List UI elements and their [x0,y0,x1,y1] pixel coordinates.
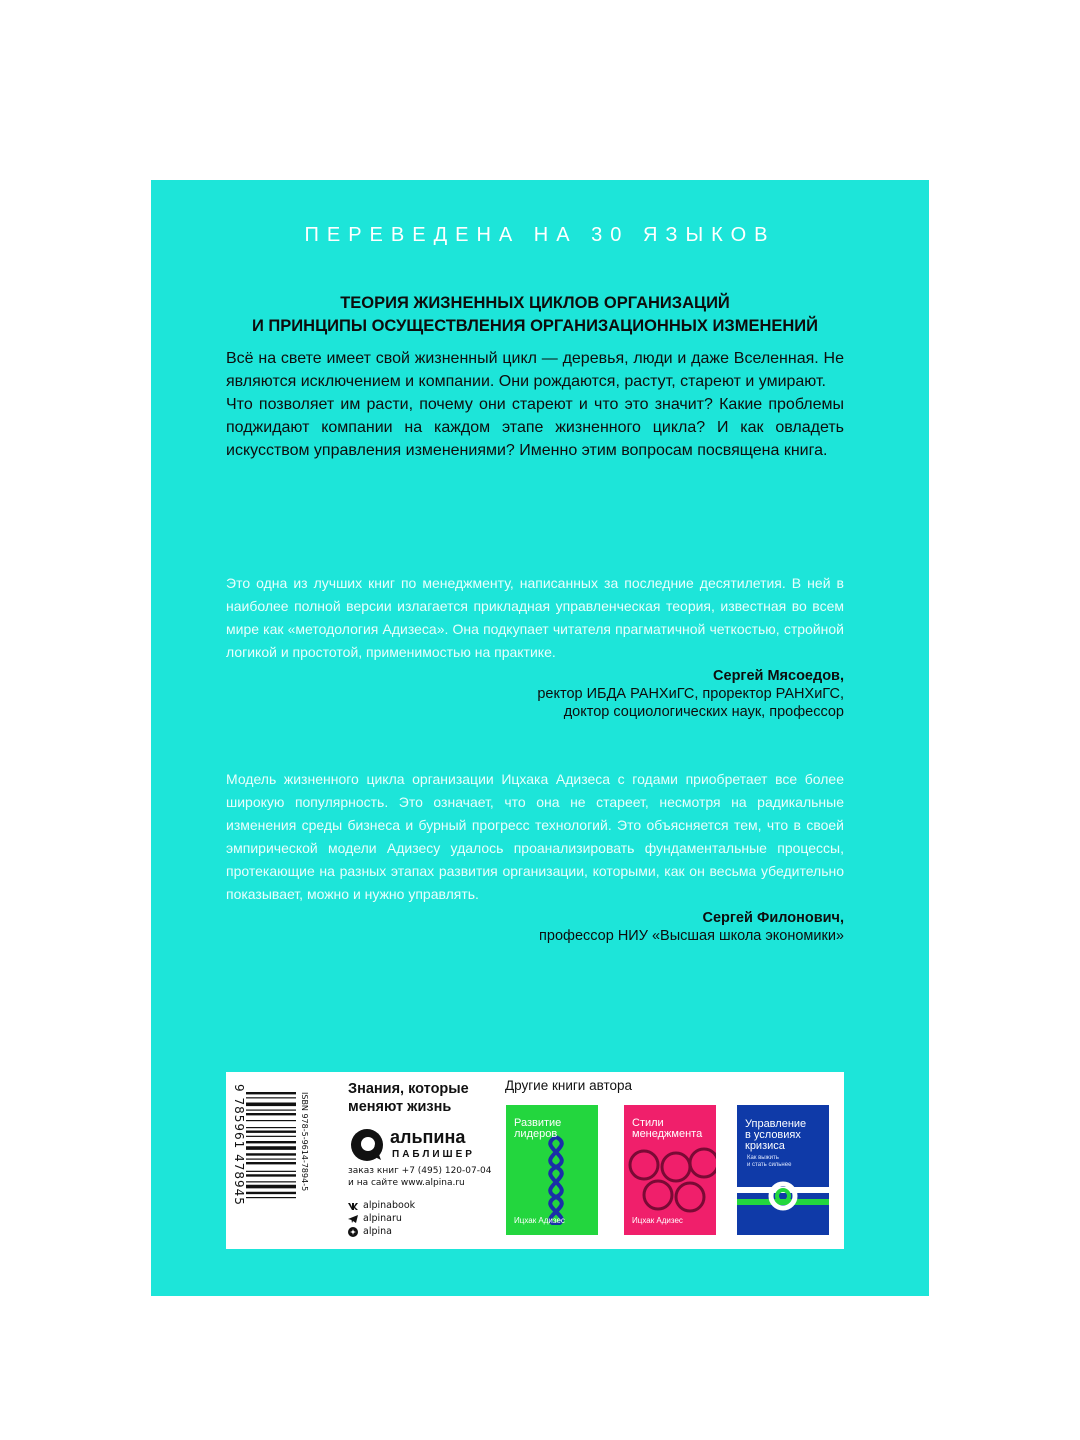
quote-2 [226,768,844,945]
book-1-title [514,1118,561,1140]
quote-1 [226,572,844,721]
book-3-subtitle-line-1: Как выжить [747,1155,779,1161]
alpina-logo-icon [348,1126,386,1164]
quote-1-author: Сергей Мясоедов, [713,668,844,684]
quote-2-role-1: профессор НИУ «Высшая школа экономики» [539,928,844,944]
barcode-bar [246,1141,296,1143]
barcode-block [232,1078,328,1242]
quote-2-attribution [226,909,844,945]
book-3-title-line-3: кризиса [745,1140,785,1152]
barcode-bar [246,1159,296,1160]
social-handle-telegram: alpinaru [363,1213,402,1224]
book-3-title-line-2: в условиях [745,1129,801,1141]
barcode-bar [246,1185,296,1189]
slogan-line-2: меняют жизнь [348,1099,452,1115]
headline [226,292,844,338]
quote-2-text: Модель жизненного цикла организации Ицхака Адизеса с годами приобретает все более широкую популярность. Это означает, что она не стареет, несмотря на радикальные изменения среды бизнеса и бурный прогресс технологий. Это объясняется тем, что в своей эмпирической модели Адизесу удалось проанализировать фундаментальные процессы, протекающие на разных этапах развития организации, которыми, как он весьма убедительно показывает, можно и нужно управлять. [226,771,844,902]
slogan-line-1: Знания, которые [348,1081,469,1097]
social-links [348,1199,415,1238]
book-3-subtitle-line-2: и стать сильнее [747,1162,792,1168]
social-row-telegram [348,1212,415,1225]
barcode-bar [246,1153,296,1155]
quote-1-role-1: ректор ИБДА РАНХиГС, проректор РАНХиГС, [537,686,844,702]
book-2-author: Ицхак Адизес [632,1216,683,1225]
book-cover-upravlenie-v-usloviyah-krizisa [737,1105,829,1235]
publisher-slogan [348,1080,469,1116]
publisher-panel [226,1072,844,1249]
publisher-logo [348,1126,488,1168]
barcode-bar [246,1174,296,1176]
barcode-bar [246,1131,296,1133]
barcode-bar [246,1171,296,1172]
barcode-bar [246,1136,296,1137]
barcode-bar [246,1192,296,1194]
quote-1-attribution [226,667,844,721]
book-2-title-line-1: Стили [632,1117,664,1129]
book-2-title [632,1118,702,1140]
book-cover-razvitie-liderov [506,1105,598,1235]
telegram-icon [348,1214,358,1224]
barcode-bar [246,1103,296,1107]
barcode [246,1092,296,1232]
book-1-author: Ицхак Адизес [514,1216,565,1225]
dzen-icon [348,1227,358,1237]
barcode-bar [246,1127,296,1128]
book-1-title-line-1: Развитие [514,1117,562,1129]
barcode-bar [246,1113,296,1115]
book-3-knot-illustration [737,1177,829,1217]
social-row-vk [348,1199,415,1212]
barcode-bar [246,1097,296,1098]
headline-line-1: ТЕОРИЯ ЖИЗНЕННЫХ ЦИКЛОВ ОРГАНИЗАЦИЙ [340,294,730,312]
isbn-label: ISBN 978-5-9614-7894-5 [300,1092,309,1192]
barcode-bar [246,1092,296,1094]
quote-1-text: Это одна из лучших книг по менеджменту, написанных за последние десятилетия. В ней в наиболее полной версии излагается прикладная управленческая теория, известная во всем мире как «методология Адизеса». Она подкупает читателя прагматичной четкостью, стройной логикой и простотой, применимостью на практике. [226,575,844,660]
order-info [348,1165,491,1189]
barcode-digits: 9 785961 478945 [232,1084,246,1206]
tagline: ПЕРЕВЕДЕНА НА 30 ЯЗЫКОВ [304,224,776,246]
intro-paragraph-2: Что позволяет им расти, почему они стареют и что это значит? Какие проблемы поджидают компании на каждом этапе жизненного цикла? И как овладеть искусством управления изменениями? Именно этим вопросам посвящена книга. [226,396,844,459]
order-line-2: и на сайте www.alpina.ru [348,1178,465,1188]
barcode-bar [246,1120,296,1121]
barcode-bar [246,1162,296,1164]
book-cover-stili-menedzhmenta [624,1105,716,1235]
intro-text [226,347,844,462]
barcode-bar [246,1181,296,1182]
book-3-title-line-1: Управление [745,1118,807,1130]
barcode-bar [246,1197,296,1198]
book-1-title-line-2: лидеров [514,1128,558,1140]
order-line-1: заказ книг +7 (495) 120-07-04 [348,1166,492,1176]
publisher-name: альпина [390,1127,466,1147]
social-row-dzen [348,1225,415,1238]
barcode-bar [246,1110,296,1111]
book-2-title-line-2: менеджмента [632,1128,703,1140]
social-handle-vk: alpinabook [363,1200,416,1211]
book-1-illustration [526,1135,586,1225]
intro-paragraph-1: Всё на свете имеет свой жизненный цикл — деревья, люди и даже Вселенная. Не являются исключением и компании. Они рождаются, растут, стареют и умирают. [226,350,844,390]
headline-line-2: И ПРИНЦИПЫ ОСУЩЕСТВЛЕНИЯ ОРГАНИЗАЦИОННЫХ ИЗМЕНЕНИЙ [251,317,819,335]
social-handle-dzen: alpina [363,1226,392,1237]
book-3-subtitle [747,1155,791,1169]
book-3-title [745,1119,806,1152]
vk-icon [348,1201,358,1211]
quote-2-author: Сергей Филонович, [702,910,844,926]
barcode-bar [246,1146,296,1150]
book-2-illustration [624,1145,716,1225]
book-back-cover [151,180,929,1296]
publisher-sub: ПАБЛИШЕР [392,1149,475,1160]
other-books-title: Другие книги автора [505,1078,633,1093]
quote-1-role-2: доктор социологических наук, профессор [563,704,844,720]
